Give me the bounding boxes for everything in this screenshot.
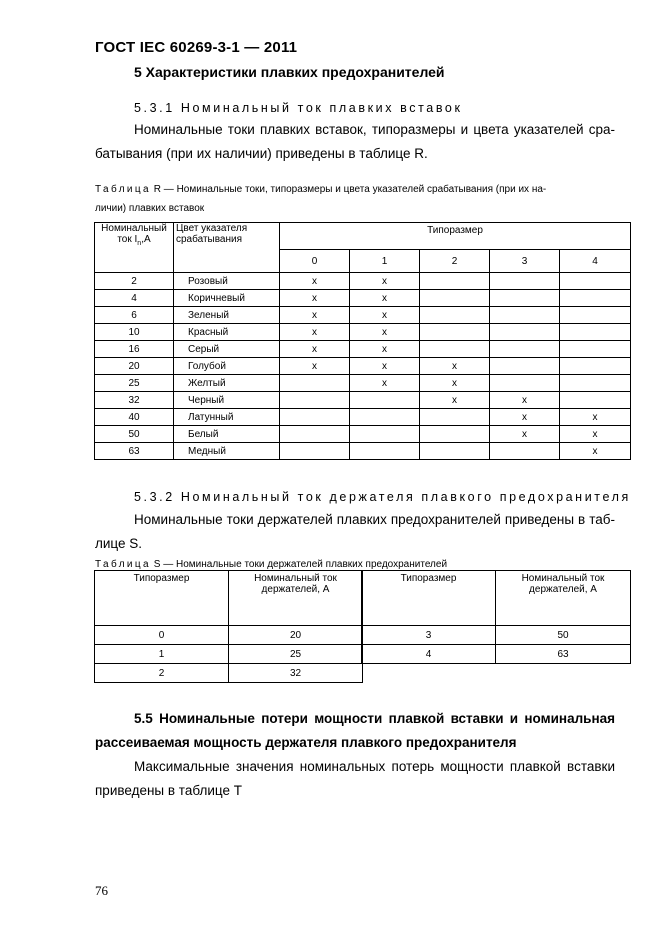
table-r-cell-size-0: x (280, 273, 350, 290)
table-r-cell-color: Черный (174, 392, 280, 409)
table-s-cell-size: 0 (95, 626, 229, 645)
table-s-caption-word: Таблица (95, 559, 152, 570)
table-r-header-color-line1: Цвет указателя (176, 223, 248, 234)
table-s-left (94, 570, 363, 683)
section-title: 5 Характеристики плавких предохранителей (134, 64, 445, 80)
paragraph-5-3-1-line1: Номинальные токи плавких вставок, типоразмеры и цвета указателей сра- (134, 122, 615, 137)
table-r-cell-size-4 (560, 324, 631, 341)
table-r-cell-color: Желтый (174, 375, 280, 392)
table-s-caption-text: S — Номинальные токи держателей плавких предохранителей (151, 559, 448, 570)
document-id: ГОСТ IEC 60269-3-1 — 2011 (95, 39, 298, 56)
section-5-5-title-line2: рассеиваемая мощность держателя плавкого предохранителя (95, 735, 517, 750)
table-r-cell-size-4 (560, 307, 631, 324)
table-r-header-current-label: ток I (117, 234, 138, 245)
table-s-cell-current: 25 (229, 645, 363, 664)
table-r-cell-size-2: x (420, 392, 490, 409)
table-row (95, 341, 631, 358)
table-r-cell-current: 6 (95, 307, 174, 324)
table-r-cell-size-1 (350, 426, 420, 443)
table-r-cell-size-0: x (280, 341, 350, 358)
table-r-cell-color: Белый (174, 426, 280, 443)
table-r-cell-size-0: x (280, 290, 350, 307)
table-r-cell-size-1: x (350, 341, 420, 358)
table-r-cell-size-2 (420, 290, 490, 307)
table-r-cell-size-1: x (350, 307, 420, 324)
table-r-cell-current: 2 (95, 273, 174, 290)
table-s-cell-size: 4 (362, 645, 496, 664)
table-r-cell-size-2: x (420, 358, 490, 375)
table-r-cell-size-1 (350, 409, 420, 426)
table-r-cell-size-3: x (490, 426, 560, 443)
table-row (95, 358, 631, 375)
table-s-left-header-size: Типоразмер (95, 571, 229, 626)
table-r-cell-size-1 (350, 392, 420, 409)
table-r-cell-size-1: x (350, 324, 420, 341)
table-s-left-header-current-line1: Номинальный ток (254, 573, 337, 584)
table-r-cell-size-3 (490, 341, 560, 358)
table-r-caption-word: Таблица (95, 184, 152, 195)
table-r-cell-size-2 (420, 324, 490, 341)
table-r-cell-size-2 (420, 273, 490, 290)
table-r-cell-current: 63 (95, 443, 174, 460)
table-row (95, 443, 631, 460)
table-s-right (361, 570, 631, 664)
table-r-size-1: 1 (350, 250, 420, 273)
table-r-cell-size-2: x (420, 375, 490, 392)
table-r-header-current-line1: Номинальный (101, 223, 167, 234)
table-r-cell-size-4: x (560, 409, 631, 426)
table-r-header-current-sub: n (137, 240, 142, 247)
table-r-cell-size-4: x (560, 426, 631, 443)
table-row (95, 645, 363, 664)
table-row (362, 626, 631, 645)
table-r-cell-size-3: x (490, 392, 560, 409)
table-r-cell-size-2 (420, 443, 490, 460)
table-s-right-header-size: Типоразмер (362, 571, 496, 626)
table-r-caption-line1 (95, 184, 546, 195)
table-s-right-header-current-line2: держателей, А (529, 584, 597, 595)
table-r-cell-size-4 (560, 375, 631, 392)
table-r-cell-color: Красный (174, 324, 280, 341)
table-row (95, 392, 631, 409)
table-r-cell-size-4 (560, 290, 631, 307)
table-row (362, 645, 631, 664)
table-s-right-header-current (496, 571, 631, 626)
table-s-caption (95, 559, 447, 570)
table-r-header-size: Типоразмер (280, 223, 631, 250)
table-r-cell-color: Латунный (174, 409, 280, 426)
table-r-cell-current: 40 (95, 409, 174, 426)
table-r-cell-current: 25 (95, 375, 174, 392)
table-r-cell-color: Зеленый (174, 307, 280, 324)
table-r-cell-color: Медный (174, 443, 280, 460)
table-s-cell-size: 1 (95, 645, 229, 664)
table-s-cell-size: 3 (362, 626, 496, 645)
table-r-cell-size-4: x (560, 443, 631, 460)
table-r-header-current-unit: ,А (141, 234, 151, 245)
table-s-cell-size: 2 (95, 664, 229, 683)
table-r-cell-current: 20 (95, 358, 174, 375)
table-row (95, 426, 631, 443)
table-r-cell-current: 50 (95, 426, 174, 443)
table-r-cell-size-0 (280, 375, 350, 392)
table-s-right-header-current-line1: Номинальный ток (521, 573, 605, 584)
table-r-cell-size-0 (280, 409, 350, 426)
table-r-size-3: 3 (490, 250, 560, 273)
table-r-cell-size-1 (350, 443, 420, 460)
table-r-cell-size-3 (490, 290, 560, 307)
section-5-5-title-line1: 5.5 Номинальные потери мощности плавкой вставки и номинальная (134, 711, 615, 726)
table-r-cell-color: Голубой (174, 358, 280, 375)
table-r-cell-color: Коричневый (174, 290, 280, 307)
table-r-size-4: 4 (560, 250, 631, 273)
subsection-5-3-2-title: 5.3.2 Номинальный ток держателя плавкого предохранителя (134, 490, 631, 504)
table-s-cell-current: 20 (229, 626, 363, 645)
table-r-cell-size-0: x (280, 358, 350, 375)
table-r-cell-size-3: x (490, 409, 560, 426)
table-r-cell-size-4 (560, 392, 631, 409)
table-r-cell-size-1: x (350, 290, 420, 307)
table-r-caption-line2: личии) плавких вставок (95, 203, 205, 214)
table-row (95, 409, 631, 426)
table-r-cell-size-3 (490, 375, 560, 392)
table-s-cell-current: 50 (496, 626, 631, 645)
table-row (95, 307, 631, 324)
table-r-cell-size-4 (560, 358, 631, 375)
page-number: 76 (95, 883, 108, 898)
table-r-header-color (174, 223, 280, 273)
table-r-cell-size-1: x (350, 375, 420, 392)
table-r-cell-current: 10 (95, 324, 174, 341)
table-r-size-0: 0 (280, 250, 350, 273)
table-row (95, 290, 631, 307)
table-row (95, 626, 363, 645)
table-r-cell-color: Серый (174, 341, 280, 358)
table-r-cell-size-2 (420, 307, 490, 324)
table-r-cell-current: 32 (95, 392, 174, 409)
table-r-cell-size-1: x (350, 273, 420, 290)
table-r-header-current-line2 (95, 234, 173, 249)
paragraph-5-3-1-line2: батывания (при их наличии) приведены в таблице R. (95, 146, 428, 161)
table-r-cell-size-4 (560, 273, 631, 290)
paragraph-5-5-line1: Максимальные значения номинальных потерь мощности плавкой вставки (134, 759, 615, 774)
table-r-cell-size-3 (490, 443, 560, 460)
table-row (95, 375, 631, 392)
table-r-cell-size-3 (490, 324, 560, 341)
table-r-cell-size-0: x (280, 307, 350, 324)
table-r-header-color-line2: срабатывания (176, 234, 243, 245)
table-r-cell-size-3 (490, 358, 560, 375)
table-r-cell-size-3 (490, 307, 560, 324)
subsection-5-3-1-title: 5.3.1 Номинальный ток плавких вставок (134, 101, 463, 115)
table-r-caption-text: R — Номинальные токи, типоразмеры и цвета указателей срабатывания (при их на- (151, 184, 547, 195)
table-r-cell-size-1: x (350, 358, 420, 375)
table-r-cell-size-0 (280, 426, 350, 443)
table-s-cell-current: 32 (229, 664, 363, 683)
paragraph-5-3-2-line1: Номинальные токи держателей плавких предохранителей приведены в таб- (134, 512, 615, 527)
table-r-cell-current: 16 (95, 341, 174, 358)
table-r-cell-color: Розовый (174, 273, 280, 290)
table-r-header-current (95, 223, 174, 273)
table-r-cell-size-0 (280, 392, 350, 409)
table-s-left-header-current (229, 571, 363, 626)
table-r-cell-size-2 (420, 426, 490, 443)
table-r-size-2: 2 (420, 250, 490, 273)
table-r-cell-size-4 (560, 341, 631, 358)
table-r-cell-current: 4 (95, 290, 174, 307)
table-row (95, 664, 363, 683)
table-s-left-header-current-line2: держателей, А (261, 584, 330, 595)
table-row (95, 324, 631, 341)
table-r-cell-size-3 (490, 273, 560, 290)
table-r-cell-size-2 (420, 409, 490, 426)
table-row (95, 273, 631, 290)
paragraph-5-3-2-line2: лице S. (95, 536, 143, 551)
table-r-cell-size-2 (420, 341, 490, 358)
table-s-cell-current: 63 (496, 645, 631, 664)
table-r (94, 222, 631, 460)
table-r-cell-size-0: x (280, 324, 350, 341)
table-r-cell-size-0 (280, 443, 350, 460)
paragraph-5-5-line2: приведены в таблице Т (95, 783, 242, 798)
